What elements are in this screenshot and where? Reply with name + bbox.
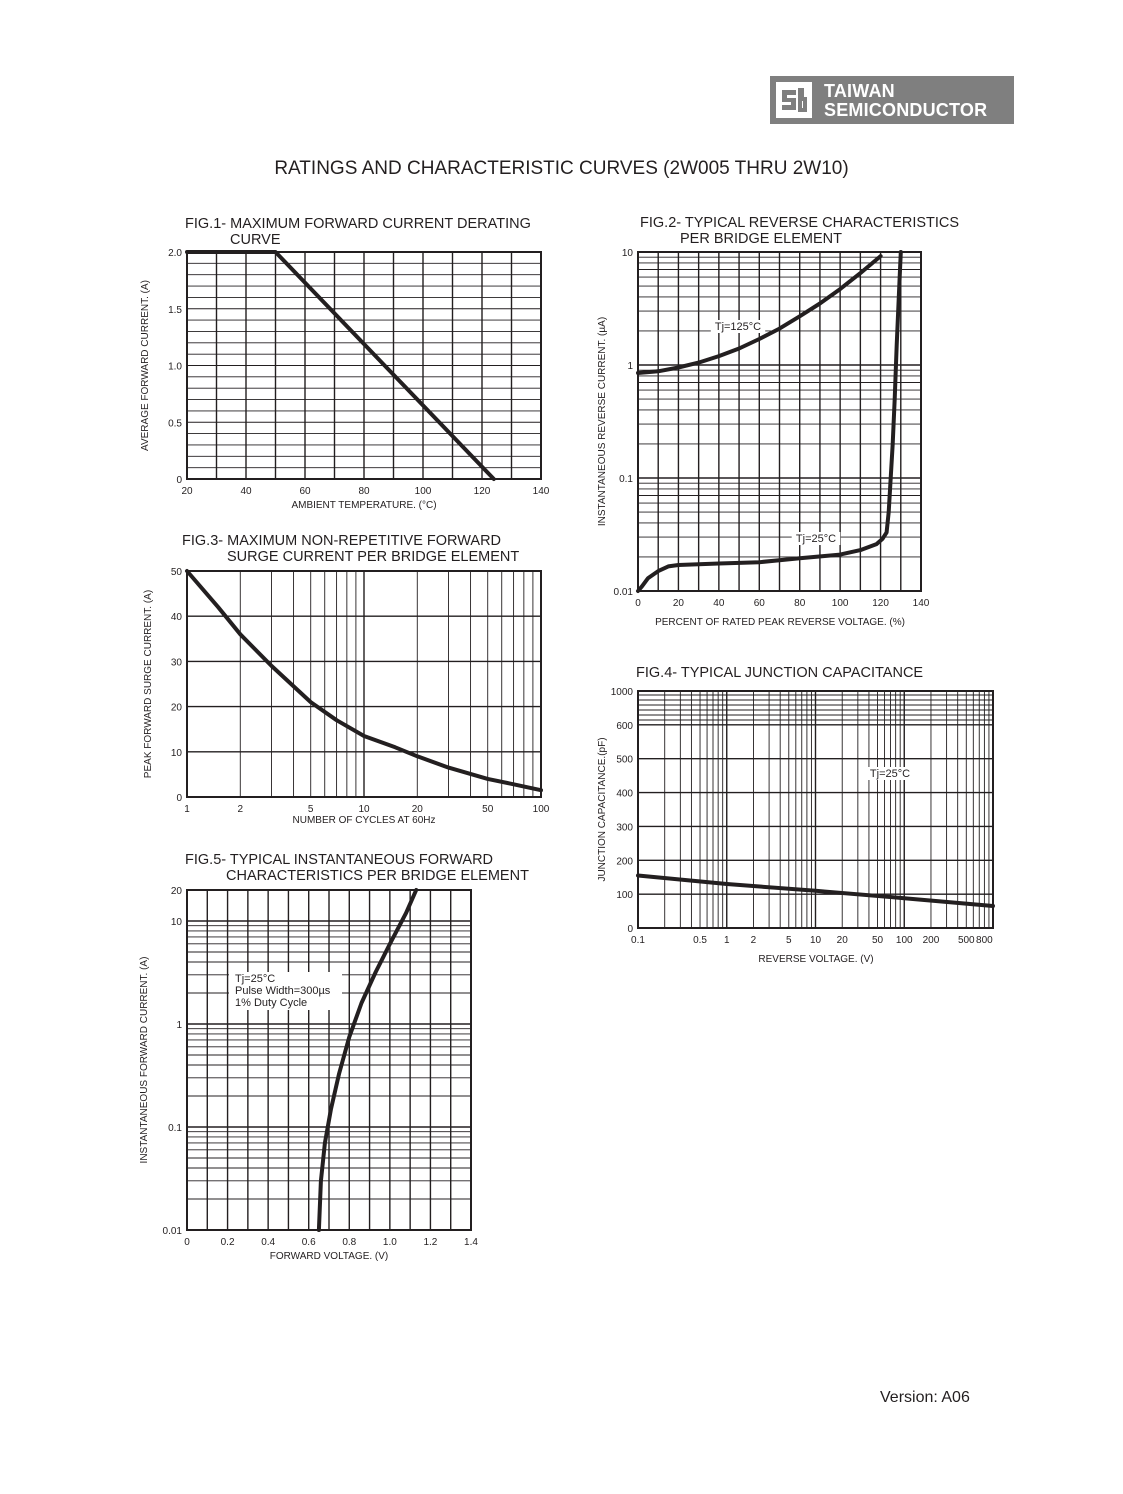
x-tick-label: 1 [723,935,730,946]
x-tick-label: 10 [809,935,822,946]
x-tick-label: 120 [473,486,491,497]
fig1-title: FIG.1- MAXIMUM FORWARD CURRENT DERATING [185,216,531,232]
y-tick-label: 300 [616,822,633,834]
x-tick-label: 50 [482,804,494,815]
y-tick-label: 10 [170,747,182,759]
fig2-chart [597,215,959,628]
y-tick-label: 2.0 [168,248,182,259]
y-tick-label: 1000 [610,687,633,698]
fig5-title-line2: CHARACTERISTICS PER BRIDGE ELEMENT [226,868,529,884]
x-tick-label: 80 [794,598,806,609]
fig4-title: FIG.4- TYPICAL JUNCTION CAPACITANCE [636,665,924,681]
x-tick-label: 20 [411,804,423,815]
x-tick-label: 40 [240,486,252,497]
x-tick-label: 0.1 [631,935,645,946]
fig1-title-line2: CURVE [230,232,281,248]
x-tick-label: 100 [831,598,849,609]
x-tick-label: 10 [358,804,370,815]
x-tick-label: 100 [532,804,550,815]
x-tick-label: 5 [786,935,792,946]
fig5-series-line [319,890,416,1230]
y-tick-label: 10 [170,917,182,929]
fig2-title: FIG.2- TYPICAL REVERSE CHARACTERISTICS [640,215,960,231]
x-tick-label: 50 [871,935,884,946]
y-tick-label: 20 [170,702,182,714]
fig4-chart [597,665,993,965]
y-tick-label: 1 [627,361,633,372]
x-tick-label: 1 [184,804,190,815]
y-tick-label: 1.0 [168,361,182,373]
fig2-title-line2: PER BRIDGE ELEMENT [680,231,842,247]
x-tick-label: 0 [184,1237,190,1248]
fig3-x-axis-label: NUMBER OF CYCLES AT 60Hz [292,815,436,826]
y-tick-label: 50 [170,567,182,578]
fig2-y-axis-label: INSTANTANEOUS REVERSE CURRENT. (µA) [597,316,608,527]
y-tick-label: 0 [176,793,182,804]
y-tick-label: 0.01 [613,587,633,598]
annotation-label: Tj=25°C [795,533,837,545]
annotation-label: Tj=125°C [714,321,762,333]
y-tick-label: 0.1 [168,1123,182,1135]
x-tick-label: 20 [836,935,848,946]
fig4-x-axis-label: REVERSE VOLTAGE. (V) [758,954,874,965]
x-tick-label: 20 [672,598,684,609]
x-tick-label: 1.4 [464,1237,478,1248]
fig4-y-axis-label: JUNCTION CAPACITANCE.(pF) [597,737,608,882]
x-tick-label: 2 [237,804,244,815]
company-name-line2: SEMICONDUCTOR [824,100,988,120]
fig5-y-axis-label: INSTANTANEOUS FORWARD CURRENT. (A) [139,956,150,1164]
y-tick-label: 500 [616,754,633,766]
page-title: RATINGS AND CHARACTERISTIC CURVES (2W005 THRU 2W10) [274,158,849,179]
y-tick-label: 200 [616,856,633,868]
company-name-line1: TAIWAN [824,81,895,101]
x-tick-label: 0.2 [220,1237,235,1248]
x-tick-label: 0.8 [342,1237,357,1248]
x-tick-label: 120 [872,598,889,609]
y-tick-label: 0.1 [619,474,633,485]
fig1-y-axis-label: AVERAGE FORWARD CURRENT. (A) [140,280,151,451]
fig1-x-axis-label: AMBIENT TEMPERATURE. (°C) [291,500,437,511]
x-tick-label: 0.6 [301,1237,316,1248]
y-tick-label: 400 [616,788,633,800]
y-tick-label: 600 [616,720,633,732]
x-tick-label: 140 [532,486,550,497]
annotation-label: Tj=25°C [235,973,276,985]
x-tick-label: 2 [750,935,757,946]
x-tick-label: 60 [299,486,311,497]
x-tick-label: 40 [713,598,725,609]
x-tick-label: 100 [895,935,913,946]
fig3-grid [187,571,541,797]
x-tick-label: 0.4 [261,1237,276,1248]
fig5-x-axis-label: FORWARD VOLTAGE. (V) [269,1251,389,1262]
y-tick-label: 1.5 [168,304,182,316]
fig3-title: FIG.3- MAXIMUM NON-REPETITIVE FORWARD [182,533,502,549]
x-tick-label: 0.5 [693,935,707,946]
x-tick-label: 0 [635,598,641,609]
fig5-chart [139,852,529,1262]
fig1-chart [140,216,550,511]
x-tick-label: 140 [912,598,930,609]
y-tick-label: 0 [176,475,182,486]
y-tick-label: 0.01 [162,1226,182,1237]
y-tick-label: 100 [616,890,633,902]
x-tick-label: 800 [976,935,993,946]
x-tick-label: 200 [922,935,940,946]
fig1-grid [187,252,541,479]
fig2-series-line [638,252,901,591]
y-tick-label: 0.5 [168,418,182,430]
fig3-chart [143,533,550,826]
x-tick-label: 80 [358,486,370,497]
fig3-y-axis-label: PEAK FORWARD SURGE CURRENT. (A) [143,589,154,779]
annotation-label: Tj=25°C [869,768,911,780]
annotation-label: 1% Duty Cycle [235,997,308,1009]
fig5-title: FIG.5- TYPICAL INSTANTANEOUS FORWARD [185,852,494,868]
x-tick-label: 100 [414,486,432,497]
y-tick-label: 40 [170,612,182,624]
fig3-title-line2: SURGE CURRENT PER BRIDGE ELEMENT [227,549,520,565]
fig5-grid [187,890,471,1230]
version-label: Version: A06 [880,1389,970,1406]
x-tick-label: 1.2 [423,1237,438,1248]
x-tick-label: 5 [307,804,314,815]
x-tick-label: 60 [753,598,765,609]
y-tick-label: 0 [627,924,633,935]
y-tick-label: 20 [170,886,182,897]
x-tick-label: 1.0 [382,1237,397,1248]
fig2-x-axis-label: PERCENT OF RATED PEAK REVERSE VOLTAGE. (%) [655,617,905,628]
x-tick-label: 500 [957,935,975,946]
x-tick-label: 20 [181,486,193,497]
annotation-label: Pulse Width=300µs [235,985,331,997]
y-tick-label: 30 [170,657,182,669]
y-tick-label: 1 [176,1020,182,1032]
y-tick-label: 10 [621,248,633,259]
